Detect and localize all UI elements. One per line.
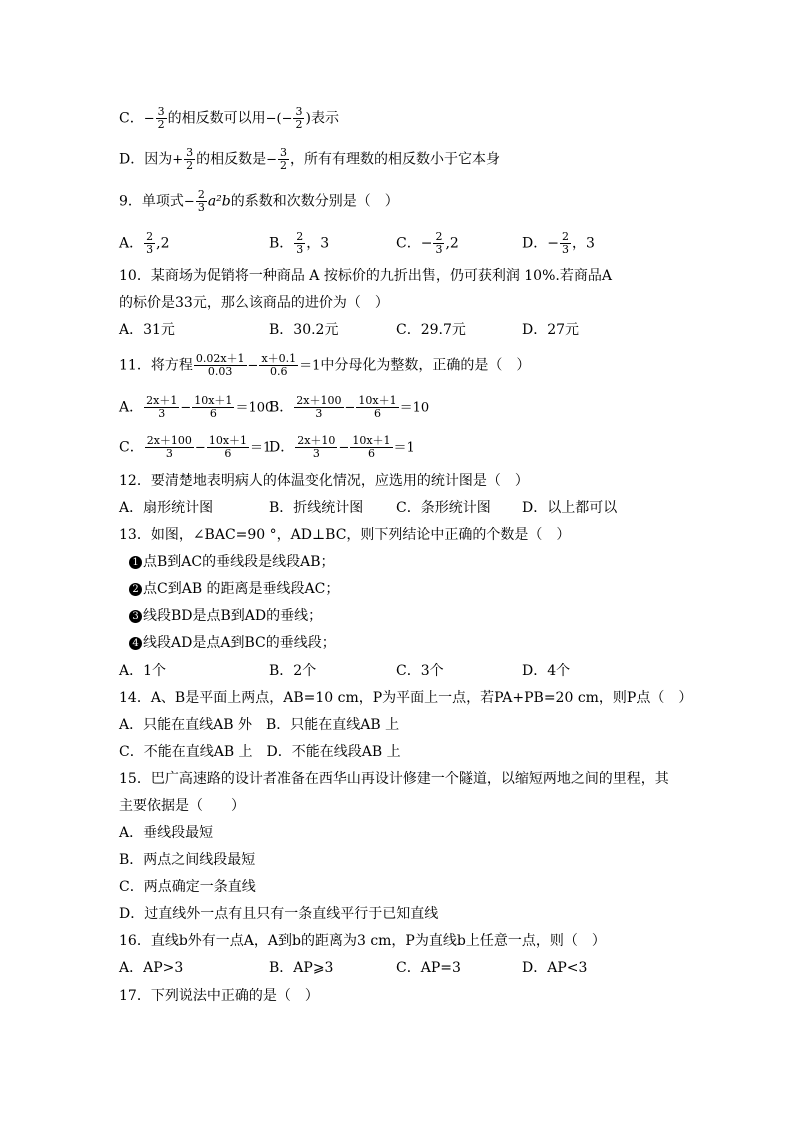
- numerator: 2: [197, 188, 205, 201]
- sign: −: [183, 194, 195, 210]
- numerator: 0.02x＋1: [195, 352, 245, 365]
- q13-option-a: A．1个: [119, 663, 167, 679]
- text: ，所有有理数的相反数小于它本身: [290, 151, 501, 168]
- numerator: 2: [296, 230, 304, 243]
- numerator: 3: [157, 105, 165, 118]
- numerator: 10x＋1: [352, 434, 391, 447]
- q9-option-a: [119, 231, 169, 256]
- statement-text: 点C到AB 的距离是垂线段AC；: [143, 581, 340, 597]
- fraction: [184, 147, 195, 172]
- operator: −: [338, 440, 350, 456]
- q8-option-c: [119, 106, 339, 131]
- text: 的相反数是: [196, 151, 267, 168]
- q12-option-a: A．扇形统计图: [119, 500, 214, 516]
- equals: ＝1: [299, 358, 321, 374]
- option-text: ，3: [571, 235, 595, 252]
- q13-option-d: D．4个: [522, 663, 571, 679]
- denominator: 2: [295, 118, 303, 131]
- question-text: 11．将方程: [119, 357, 193, 374]
- fraction: [144, 231, 155, 256]
- statement-text: 线段AD是点A到BC的垂线段；: [143, 635, 336, 651]
- denominator: 0.03: [207, 365, 233, 378]
- q11-option-b: [269, 395, 429, 420]
- q16-stem: 16．直线b外有一点A，A到b的距离为3 cm，P为直线b上任意一点，则（ ）: [119, 933, 606, 949]
- fraction: [560, 231, 571, 256]
- denominator: 6: [209, 407, 217, 420]
- numerator: 2x＋100: [296, 394, 342, 407]
- q15-option-c: C．两点确定一条直线: [119, 879, 256, 895]
- question-text: 9．单项式: [119, 193, 184, 210]
- q11-option-d: [269, 435, 415, 460]
- q11-option-a: [119, 395, 273, 420]
- denominator: 3: [158, 407, 166, 420]
- question-text: 的系数和次数分别是（ ）: [230, 193, 399, 210]
- option-label: A．: [119, 399, 144, 416]
- q12-option-b: B．折线统计图: [269, 500, 364, 516]
- denominator: 6: [224, 447, 232, 460]
- numerator: 2x＋10: [297, 434, 336, 447]
- denominator: 6: [367, 447, 375, 460]
- circled-number: 2: [129, 583, 142, 596]
- denominator: 2: [186, 159, 194, 172]
- denominator: 3: [146, 243, 154, 256]
- numerator: 3: [186, 146, 194, 159]
- option-label: C．−: [396, 235, 433, 252]
- denominator: 2: [157, 118, 165, 131]
- q13-statement-4: [129, 633, 336, 653]
- rhs: ＝10: [399, 400, 430, 416]
- denominator: 3: [312, 447, 320, 460]
- q16-option-a: A．AP>3: [119, 960, 184, 976]
- operator: −: [180, 400, 192, 416]
- option-label: B．: [269, 399, 294, 416]
- variable: a²b: [207, 193, 231, 210]
- numerator: 10x＋1: [358, 394, 397, 407]
- sign: +: [172, 152, 184, 168]
- question-text: 中分母化为整数，正确的是（ ）: [320, 357, 531, 374]
- q13-option-b: B．2个: [269, 663, 317, 679]
- fraction: [259, 353, 298, 378]
- numerator: 2: [435, 230, 443, 243]
- q12-option-c: C．条形统计图: [396, 500, 491, 516]
- fraction: [356, 395, 398, 420]
- q8-option-d: [119, 147, 500, 172]
- text: )表示: [305, 110, 339, 127]
- q13-statement-3: [129, 606, 322, 626]
- rhs: ＝1: [250, 440, 272, 456]
- option-text: ,2: [445, 235, 459, 252]
- fraction: [196, 189, 207, 214]
- denominator: 2: [280, 159, 288, 172]
- rhs: ＝100: [235, 400, 274, 416]
- q15-stem-line2: 主要依据是（ ）: [119, 798, 245, 814]
- numerator: 3: [280, 146, 288, 159]
- sign: −(−: [265, 111, 293, 127]
- q14-stem: 14．A、B是平面上两点，AB=10 cm，P为平面上一点，若PA+PB=20 cm，则P点（ ）: [119, 690, 693, 706]
- q14-options-row2: C．不能在直线AB 上 D．不能在线段AB 上: [119, 744, 401, 760]
- denominator: 3: [296, 243, 304, 256]
- option-label: A．: [119, 235, 144, 252]
- fraction: [295, 435, 337, 460]
- numerator: 2: [146, 230, 154, 243]
- operator: −: [194, 440, 206, 456]
- denominator: 3: [561, 243, 569, 256]
- operator: −: [344, 400, 356, 416]
- fraction: [294, 231, 305, 256]
- q13-option-c: C．3个: [396, 663, 444, 679]
- q13-statement-2: [129, 579, 339, 599]
- statement-text: 点B到AC的垂线段是线段AB；: [143, 554, 335, 570]
- denominator: 3: [197, 201, 205, 214]
- fraction: [293, 106, 304, 131]
- q13-stem: 13．如图，∠BAC=90 °，AD⊥BC，则下列结论中正确的个数是（ ）: [119, 527, 571, 543]
- q16-option-d: D．AP<3: [522, 960, 588, 976]
- option-label: D．−: [522, 235, 559, 252]
- fraction: [156, 106, 167, 131]
- rhs: ＝1: [393, 440, 415, 456]
- numerator: x＋0.1: [261, 352, 297, 365]
- fraction: [278, 147, 289, 172]
- fraction: [207, 435, 249, 460]
- sign: −: [266, 152, 278, 168]
- fraction: [350, 435, 392, 460]
- circled-number: 3: [129, 610, 142, 623]
- q15-stem-line1: 15．巴广高速路的设计者准备在西华山再设计修建一个隧道，以缩短两地之间的里程，其: [119, 771, 669, 787]
- option-label: D．: [269, 439, 295, 456]
- q10-option-c: C．29.7元: [396, 322, 466, 338]
- q16-option-c: C．AP=3: [396, 960, 461, 976]
- q15-option-d: D．过直线外一点有且只有一条直线平行于已知直线: [119, 906, 439, 922]
- option-label: C．: [119, 439, 144, 456]
- denominator: 6: [374, 407, 381, 420]
- q9-stem: [119, 189, 399, 214]
- q9-option-d: [522, 231, 595, 256]
- q12-option-d: D．以上都可以: [522, 500, 618, 516]
- fraction: [294, 395, 343, 420]
- q9-option-c: [396, 231, 459, 256]
- q10-option-b: B．30.2元: [269, 322, 339, 338]
- q13-statement-1: [129, 552, 335, 572]
- option-label: C．: [119, 110, 144, 127]
- denominator: 3: [315, 407, 323, 420]
- q15-option-a: A．垂线段最短: [119, 825, 214, 841]
- q10-stem-line1: 10．某商场为促销将一种商品 A 按标价的九折出售，仍可获利润 10%.若商品A: [119, 268, 612, 284]
- q10-option-a: A．31元: [119, 322, 175, 338]
- q11-stem: [119, 353, 530, 378]
- denominator: 3: [165, 447, 173, 460]
- fraction: [433, 231, 444, 256]
- option-text: ，3: [306, 235, 330, 252]
- q12-stem: 12．要清楚地表明病人的体温变化情况，应选用的统计图是（ ）: [119, 473, 529, 489]
- q16-option-b: B．AP⩾3: [269, 960, 334, 976]
- q17-stem: 17．下列说法中正确的是（ ）: [119, 988, 319, 1004]
- q9-option-b: [269, 231, 329, 256]
- fraction: [145, 435, 194, 460]
- numerator: 3: [295, 105, 303, 118]
- numerator: 2x＋1: [146, 394, 178, 407]
- circled-number: 1: [129, 556, 142, 569]
- q15-option-b: B．两点之间线段最短: [119, 852, 256, 868]
- q10-stem-line2: 的标价是33元，那么该商品的进价为（ ）: [119, 295, 389, 311]
- text: 的相反数可以用: [167, 110, 266, 127]
- numerator: 2x＋100: [146, 434, 192, 447]
- fraction: [194, 353, 247, 378]
- sign: −: [143, 111, 155, 127]
- denominator: 3: [435, 243, 443, 256]
- numerator: 2: [561, 230, 569, 243]
- statement-text: 线段BD是点B到AD的垂线；: [143, 608, 323, 624]
- circled-number: 4: [129, 637, 142, 650]
- option-label: D．因为: [119, 151, 173, 168]
- q10-option-d: D．27元: [522, 322, 580, 338]
- denominator: 0.6: [270, 365, 288, 378]
- q11-option-c: [119, 435, 271, 460]
- option-label: B．: [269, 235, 294, 252]
- numerator: 10x＋1: [208, 434, 248, 447]
- fraction: [144, 395, 179, 420]
- numerator: 10x＋1: [194, 394, 233, 407]
- option-text: ,2: [156, 235, 170, 252]
- fraction: [192, 395, 234, 420]
- operator: −: [247, 358, 259, 374]
- q14-options-row1: A．只能在直线AB 外 B．只能在直线AB 上: [119, 717, 400, 733]
